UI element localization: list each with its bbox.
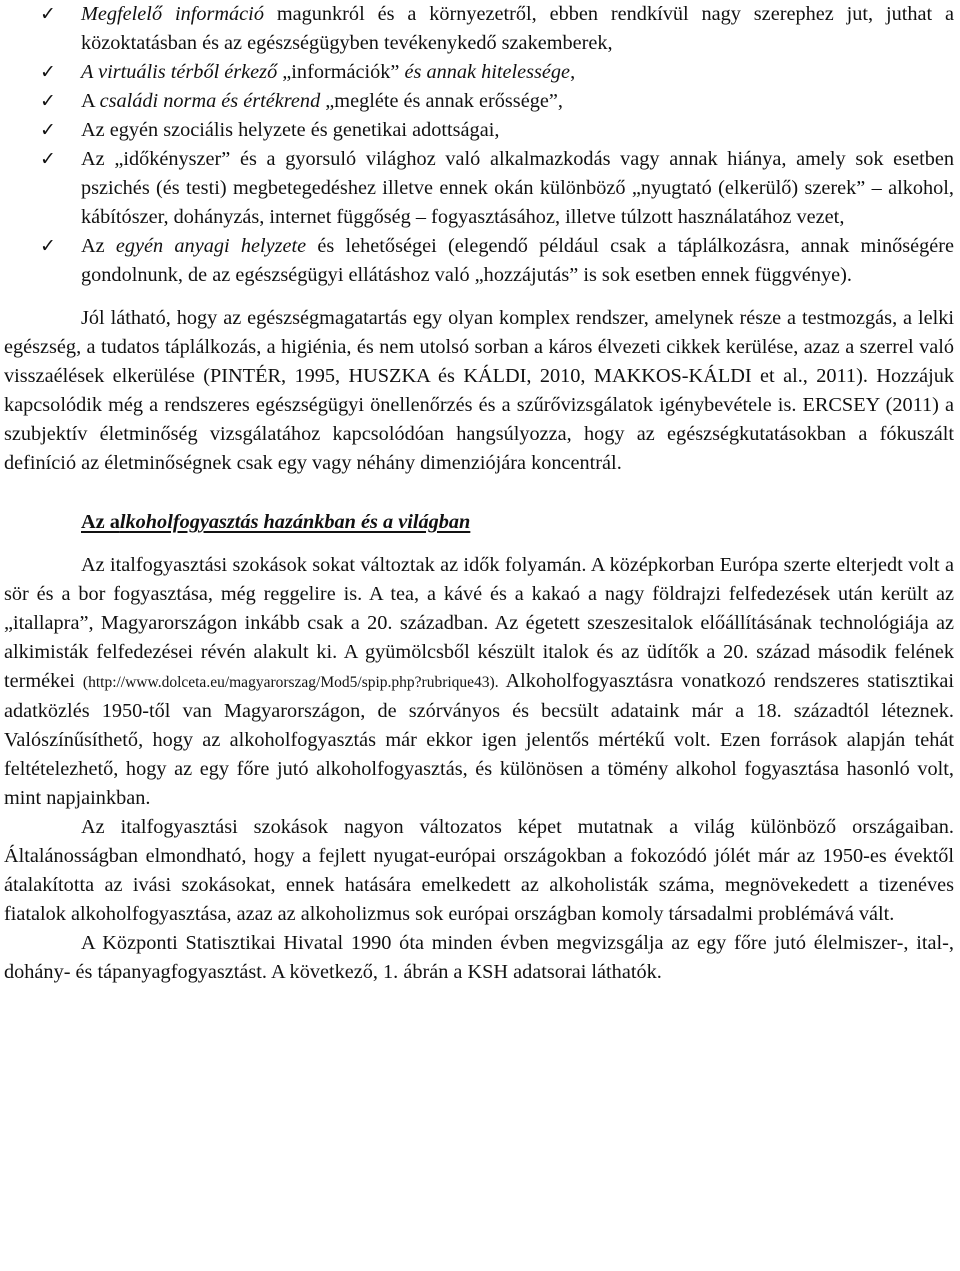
paragraph: Jól látható, hogy az egészségmagatartás egy olyan komplex rendszer, amelynek része a testmozgás, a lelki egészség, a tudatos táplálkozás, a higiénia, és nem utolsó sorban a káros élvezeti cikkek kerülése, azaz a szerrel való visszaélések elkerülése (PINTÉR, 1995, HUSZKA és KÁLDI, 2010, MAKKOS-KÁLDI et al., 2011). Hozzájuk kapcsolódik még a rendszeres egészségügyi önellenőrzés és a szűrővizsgálatok igénybevétele is. ERCSEY (2011) a szubjektív életminőség vizsgálatához kapcsolódóan hangsúlyozza, hogy az egészségkutatásokban a fókuszált definíció az életminőségnek csak egy vagy néhány dimenziójára koncentrál. bbox=[4, 307, 954, 474]
checkmark-icon: ✓ bbox=[40, 148, 56, 170]
checkmark-icon: ✓ bbox=[40, 3, 56, 25]
paragraph: A Központi Statisztikai Hivatal 1990 óta minden évben megvizsgálja az egy főre jutó élelmiszer-, ital-, dohány- és tápanyagfogyasztást. A következő, 1. ábrán a KSH adatsorai láthatók. bbox=[4, 932, 954, 983]
source-url: (http://www.dolceta.eu/magyarorszag/Mod5/spip.php?rubrique43). bbox=[82, 674, 499, 691]
checkmark-icon: ✓ bbox=[40, 119, 56, 141]
checkmark-icon: ✓ bbox=[40, 61, 56, 83]
factor-list bbox=[4, 0, 954, 290]
paragraph: Az italfogyasztási szokások sokat változtak az idők folyamán. A középkorban Európa szerte elterjedt volt a sör és a bor fogyasztása, még reggelire is. A tea, a kávé és a kakaó a nagy földrajzi felfedezések után került az „itallapra”, Magyarországon inkább csak a 20. században. Az égetett szeszesitalok előállításának technológiája az alkimisták felfedezései révén alakult ki. A gyümölcsből készült italok és az üdítők a 20. század második felének termékei (http://www.dolceta.eu/magyarorszag/Mod5/spip.php?rubrique43). Alkoholfogyasztásra vonatkozó rendszeres statisztikai adatközlés 1950-től van Magyarországon, de szórványos és becsült adataink már a 18. századtól léteznek. Valószínűsíthető, hogy az alkoholfogyasztás már ekkor igen jelentős mértékű volt. Ezen források alapján tehát feltételezhető, hogy az egy főre jutó alkoholfogyasztás, és különösen a tömény alkohol fogyasztása hasonló volt, mint napjainkban. bbox=[4, 554, 954, 809]
paragraph: Az italfogyasztási szokások nagyon változatos képet mutatnak a világ különböző országaiban. Általánosságban elmondható, hogy a fejlett nyugat-európai országokban a fokozódó jólét már az 1950-es évektől átalakította az ivási szokásokat, ennek hatására emelkedett az alkoholisták száma, megnövekedett a tizenéves fiatalok alkoholfogyasztása, azaz az alkoholizmus sok európai országban komoly társadalmi problémává vált. bbox=[4, 816, 954, 925]
checkmark-icon: ✓ bbox=[40, 90, 56, 112]
list-item: ✓ Az „időkényszer” és a gyorsuló világhoz való alkalmazkodás vagy annak hiánya, amely sok esetben pszichés (és testi) megbetegedéshez illetve ennek okán különböző „nyugtató (elkerülő) szerek” – alkohol, kábítószer, dohányzás, internet függőség – fogyasztásához, illetve túlzott használatához vezet, bbox=[4, 145, 954, 232]
document-page bbox=[4, 0, 954, 987]
list-item: ✓ Megfelelő információ magunkról és a környezetről, ebben rendkívül nagy szerephez jut, juthat a közoktatásban és az egészségügyben tevékenykedő szakemberek, bbox=[4, 0, 954, 58]
section-heading: Az alkoholfogyasztás hazánkban és a világban bbox=[81, 511, 471, 533]
list-item: ✓ A családi norma és értékrend „megléte és annak erőssége”, bbox=[4, 87, 954, 116]
list-item: ✓ Az egyén szociális helyzete és genetikai adottságai, bbox=[4, 116, 954, 145]
list-item: ✓ A virtuális térből érkező „információk” és annak hitelessége, bbox=[4, 58, 954, 87]
checkmark-icon: ✓ bbox=[40, 235, 56, 257]
list-item: ✓ Az egyén anyagi helyzete és lehetőségei (elegendő például csak a táplálkozásra, annak minőségére gondolnunk, de az egészségügyi ellátáshoz való „hozzájutás” is sok esetben ennek függvénye). bbox=[4, 232, 954, 290]
